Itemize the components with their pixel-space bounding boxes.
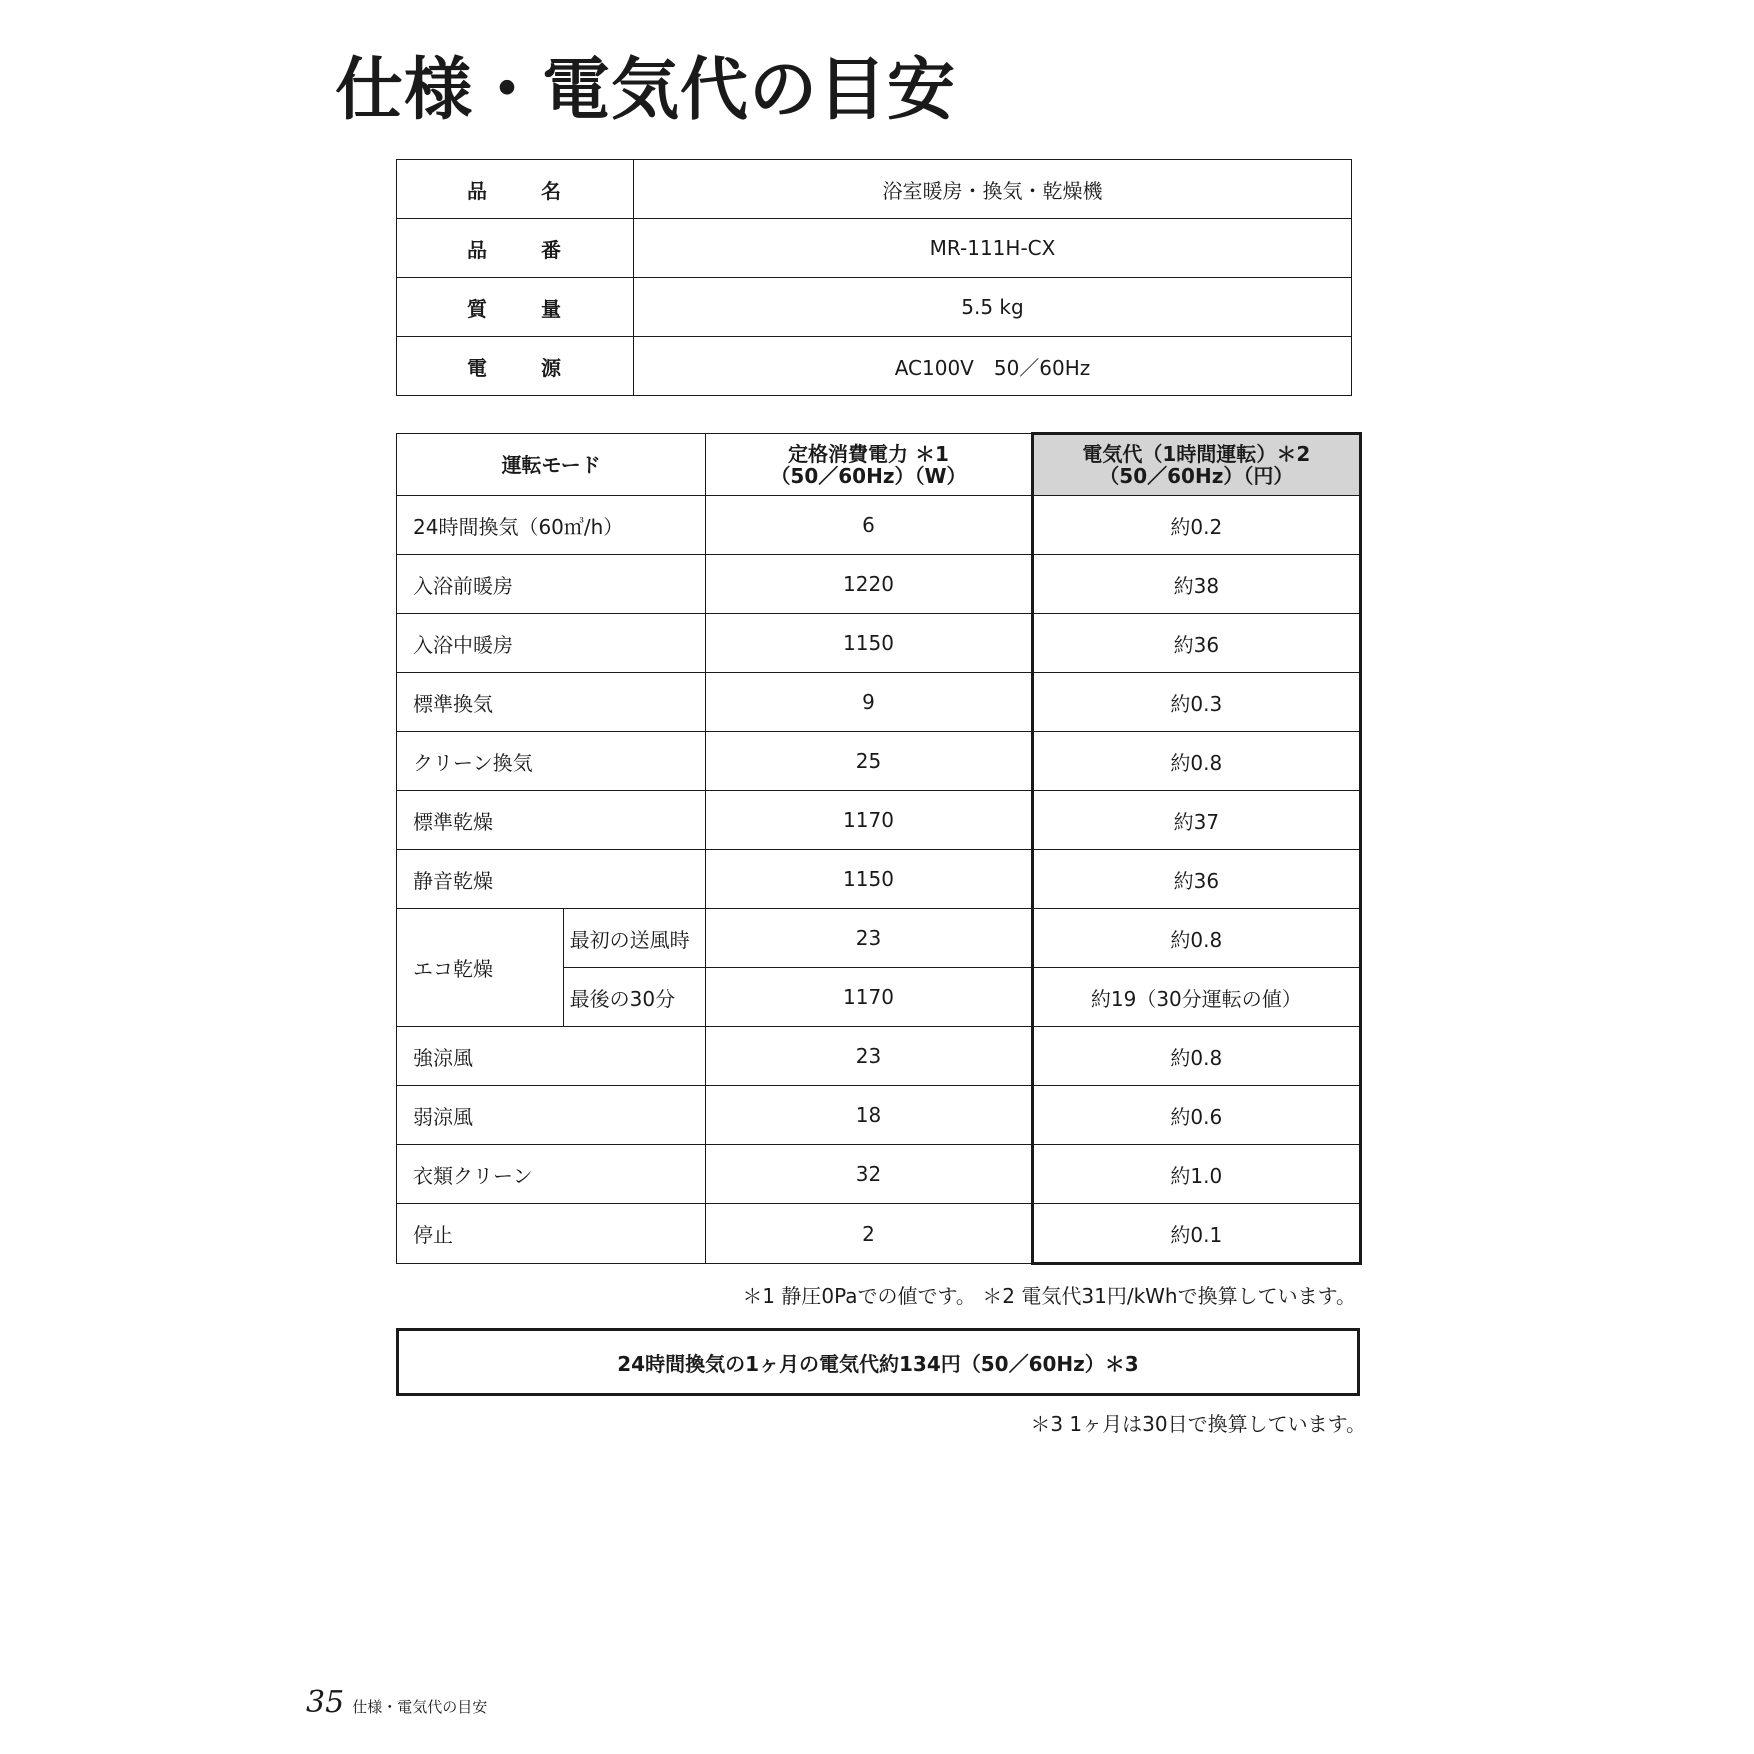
page-title: 仕様・電気代の目安 bbox=[335, 51, 957, 130]
spec-value: 浴室暖房・換気・乾燥機 bbox=[634, 160, 1352, 219]
monthly-cost-text: 24時間換気の1ヶ月の電気代約134円（50／60Hz）＊3 bbox=[617, 1351, 1139, 1376]
eco-sub-cell: 最初の送風時 bbox=[563, 909, 706, 968]
cost-cell: 約0.2 bbox=[1032, 496, 1360, 555]
page-number: 35 bbox=[306, 1685, 345, 1720]
header-cost: 電気代（1時間運転）＊2 （50／60Hz）（円） bbox=[1032, 434, 1360, 496]
mode-cell: 標準乾燥 bbox=[397, 791, 706, 850]
cost-cell: 約19（30分運転の値） bbox=[1032, 968, 1360, 1027]
power-cell: 9 bbox=[706, 673, 1032, 732]
table-row bbox=[397, 496, 1361, 555]
power-cell: 25 bbox=[706, 732, 1032, 791]
spec-row bbox=[397, 219, 1352, 278]
table-row bbox=[397, 1027, 1361, 1086]
cost-cell: 約0.3 bbox=[1032, 673, 1360, 732]
mode-cell: 停止 bbox=[397, 1204, 706, 1264]
spec-value: MR-111H-CX bbox=[634, 219, 1352, 278]
power-cell: 2 bbox=[706, 1204, 1032, 1264]
table-row bbox=[397, 732, 1361, 791]
mode-cell: 衣類クリーン bbox=[397, 1145, 706, 1204]
power-cell: 6 bbox=[706, 496, 1032, 555]
table-row bbox=[397, 850, 1361, 909]
power-cell: 1220 bbox=[706, 555, 1032, 614]
table-row bbox=[397, 1145, 1361, 1204]
power-cell: 23 bbox=[706, 1027, 1032, 1086]
spec-table bbox=[396, 159, 1352, 396]
spec-label: 品 番 bbox=[397, 219, 634, 278]
cost-cell: 約0.6 bbox=[1032, 1086, 1360, 1145]
power-cell: 32 bbox=[706, 1145, 1032, 1204]
cost-cell: 約0.1 bbox=[1032, 1204, 1360, 1264]
power-cell: 1150 bbox=[706, 614, 1032, 673]
cost-cell: 約1.0 bbox=[1032, 1145, 1360, 1204]
table-row bbox=[397, 909, 1361, 968]
cost-cell: 約37 bbox=[1032, 791, 1360, 850]
power-cell: 1170 bbox=[706, 968, 1032, 1027]
power-cell: 1170 bbox=[706, 791, 1032, 850]
table-row bbox=[397, 791, 1361, 850]
mode-cell: 24時間換気（60㎥/h） bbox=[397, 496, 706, 555]
spec-row bbox=[397, 160, 1352, 219]
mode-cell: クリーン換気 bbox=[397, 732, 706, 791]
mode-cell: 強涼風 bbox=[397, 1027, 706, 1086]
mode-table-header bbox=[397, 434, 1361, 496]
power-cell: 1150 bbox=[706, 850, 1032, 909]
power-cell: 18 bbox=[706, 1086, 1032, 1145]
header-mode: 運転モード bbox=[397, 434, 706, 496]
spec-label: 質 量 bbox=[397, 278, 634, 337]
spec-row bbox=[397, 337, 1352, 396]
mode-cell: 静音乾燥 bbox=[397, 850, 706, 909]
monthly-cost-box bbox=[396, 1328, 1360, 1396]
header-power: 定格消費電力 ＊1 （50／60Hz）（W） bbox=[706, 434, 1032, 496]
mode-cell: 入浴中暖房 bbox=[397, 614, 706, 673]
table-row bbox=[397, 555, 1361, 614]
eco-sub-cell: 最後の30分 bbox=[563, 968, 706, 1027]
table-row bbox=[397, 673, 1361, 732]
cost-cell: 約38 bbox=[1032, 555, 1360, 614]
cost-cell: 約0.8 bbox=[1032, 909, 1360, 968]
spec-label: 品 名 bbox=[397, 160, 634, 219]
spec-label: 電 源 bbox=[397, 337, 634, 396]
cost-cell: 約0.8 bbox=[1032, 1027, 1360, 1086]
table-row bbox=[397, 1204, 1361, 1264]
cost-cell: 約36 bbox=[1032, 850, 1360, 909]
cost-cell: 約0.8 bbox=[1032, 732, 1360, 791]
footnote-3: ＊3 1ヶ月は30日で換算しています。 bbox=[1030, 1412, 1366, 1436]
mode-cell: 弱涼風 bbox=[397, 1086, 706, 1145]
footnote-1-2: ＊1 静圧0Paでの値です。 ＊2 電気代31円/kWhで換算しています。 bbox=[742, 1284, 1356, 1308]
power-cell: 23 bbox=[706, 909, 1032, 968]
mode-cell: 標準換気 bbox=[397, 673, 706, 732]
table-row bbox=[397, 1086, 1361, 1145]
mode-cell-eco: エコ乾燥 bbox=[397, 909, 564, 1027]
spec-value: 5.5 kg bbox=[634, 278, 1352, 337]
page-footer bbox=[306, 1685, 487, 1720]
spec-value: AC100V 50／60Hz bbox=[634, 337, 1352, 396]
spec-row bbox=[397, 278, 1352, 337]
mode-table bbox=[396, 432, 1362, 1265]
cost-cell: 約36 bbox=[1032, 614, 1360, 673]
table-row bbox=[397, 614, 1361, 673]
mode-cell: 入浴前暖房 bbox=[397, 555, 706, 614]
footer-title: 仕様・電気代の目安 bbox=[352, 1698, 488, 1716]
